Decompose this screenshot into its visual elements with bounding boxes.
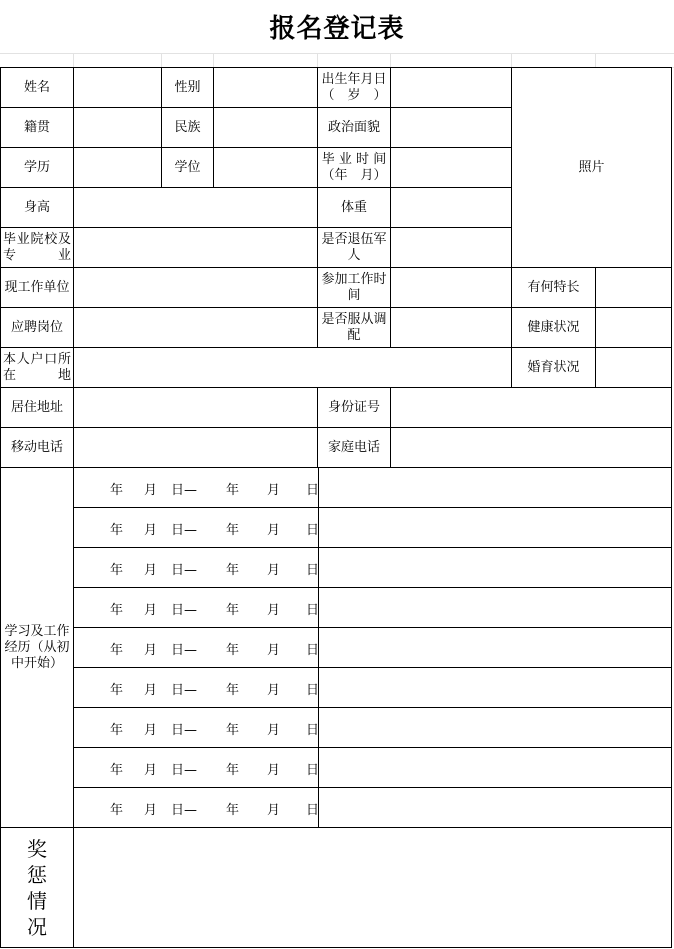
label-history: 学习及工作经历（从初中开始） [1, 468, 74, 828]
specialty-field[interactable] [596, 268, 672, 308]
date-label-m2: 月 [267, 562, 281, 578]
date-label-d2: 日 [306, 802, 320, 818]
id-no-field[interactable] [391, 388, 672, 428]
registration-form [0, 67, 672, 948]
label-birth: 出生年月日（ 岁 ） [318, 68, 391, 108]
home-phone-field[interactable] [391, 428, 672, 468]
date-label-d1: 日— [171, 802, 198, 818]
label-ethnicity: 民族 [162, 108, 214, 148]
ethnicity-field[interactable] [214, 108, 318, 148]
date-label-m2: 月 [267, 642, 281, 658]
date-label-y2: 年 [226, 482, 240, 498]
date-label-m1: 月 [144, 682, 158, 698]
political-field[interactable] [391, 108, 512, 148]
date-label-y1: 年 [110, 482, 124, 498]
label-work-unit: 现工作单位 [1, 268, 74, 308]
label-veteran: 是否退伍军人 [318, 228, 391, 268]
history-detail-cell[interactable] [319, 748, 672, 788]
birth-field[interactable] [391, 68, 512, 108]
date-label-d2: 日 [306, 482, 320, 498]
work-unit-field[interactable] [74, 268, 318, 308]
grad-time-field[interactable] [391, 148, 512, 188]
date-label-y1: 年 [110, 802, 124, 818]
date-label-d2: 日 [306, 722, 320, 738]
history-detail-cell[interactable] [319, 468, 672, 508]
date-label-m2: 月 [267, 482, 281, 498]
date-label-y2: 年 [226, 642, 240, 658]
date-label-d1: 日— [171, 762, 198, 778]
date-label-m1: 月 [144, 762, 158, 778]
veteran-field[interactable] [391, 228, 512, 268]
date-label-d2: 日 [306, 642, 320, 658]
history-detail-cell[interactable] [319, 708, 672, 748]
date-label-m1: 月 [144, 602, 158, 618]
date-label-d1: 日— [171, 602, 198, 618]
label-obey: 是否服从调配 [318, 308, 391, 348]
date-label-m1: 月 [144, 562, 158, 578]
date-label-d2: 日 [306, 762, 320, 778]
date-label-m1: 月 [144, 802, 158, 818]
label-marital: 婚育状况 [512, 348, 596, 388]
mobile-field[interactable] [74, 428, 318, 468]
label-mobile: 移动电话 [1, 428, 74, 468]
label-specialty: 有何特长 [512, 268, 596, 308]
date-label-m2: 月 [267, 722, 281, 738]
education-field[interactable] [74, 148, 162, 188]
degree-field[interactable] [214, 148, 318, 188]
label-grad-time: 毕 业 时 间（年 月） [318, 148, 391, 188]
join-work-field[interactable] [391, 268, 512, 308]
date-label-y1: 年 [110, 722, 124, 738]
date-label-d1: 日— [171, 642, 198, 658]
date-label-d1: 日— [171, 722, 198, 738]
marital-field[interactable] [596, 348, 672, 388]
label-rewards: 奖惩情况 [1, 828, 74, 948]
height-field[interactable] [74, 188, 318, 228]
label-address: 居住地址 [1, 388, 74, 428]
page-title: 报名登记表 [0, 0, 674, 54]
label-home-phone: 家庭电话 [318, 428, 391, 468]
label-height: 身高 [1, 188, 74, 228]
label-native: 籍贯 [1, 108, 74, 148]
gender-field[interactable] [214, 68, 318, 108]
native-field[interactable] [74, 108, 162, 148]
label-political: 政治面貌 [318, 108, 391, 148]
date-label-y1: 年 [110, 762, 124, 778]
hukou-field[interactable] [74, 348, 512, 388]
date-label-m1: 月 [144, 642, 158, 658]
label-school-major: 毕业院校及专 业 [1, 228, 74, 268]
history-detail-cell[interactable] [319, 628, 672, 668]
school-major-field[interactable] [74, 228, 318, 268]
history-detail-cell[interactable] [319, 508, 672, 548]
date-label-y2: 年 [226, 802, 240, 818]
address-field[interactable] [74, 388, 318, 428]
date-label-m1: 月 [144, 482, 158, 498]
date-label-d2: 日 [306, 562, 320, 578]
date-label-m2: 月 [267, 602, 281, 618]
health-field[interactable] [596, 308, 672, 348]
date-label-y1: 年 [110, 642, 124, 658]
date-label-y2: 年 [226, 562, 240, 578]
photo-box[interactable]: 照片 [512, 68, 672, 268]
history-detail-cell[interactable] [319, 788, 672, 828]
date-label-d2: 日 [306, 522, 320, 538]
date-label-d1: 日— [171, 482, 198, 498]
name-field[interactable] [74, 68, 162, 108]
history-detail-cell[interactable] [319, 548, 672, 588]
label-degree: 学位 [162, 148, 214, 188]
history-detail-cell[interactable] [319, 588, 672, 628]
weight-field[interactable] [391, 188, 512, 228]
date-label-y1: 年 [110, 522, 124, 538]
label-weight: 体重 [318, 188, 391, 228]
label-gender: 性别 [162, 68, 214, 108]
date-label-d1: 日— [171, 562, 198, 578]
date-label-m2: 月 [267, 682, 281, 698]
date-label-y2: 年 [226, 762, 240, 778]
date-label-y1: 年 [110, 602, 124, 618]
label-position: 应聘岗位 [1, 308, 74, 348]
label-education: 学历 [1, 148, 74, 188]
rewards-field[interactable] [74, 828, 672, 948]
date-label-d2: 日 [306, 602, 320, 618]
label-health: 健康状况 [512, 308, 596, 348]
date-label-y2: 年 [226, 682, 240, 698]
date-label-m2: 月 [267, 522, 281, 538]
position-field[interactable] [74, 308, 318, 348]
date-label-d1: 日— [171, 682, 198, 698]
label-hukou: 本人户口所在 地 [1, 348, 74, 388]
label-id-no: 身份证号 [318, 388, 391, 428]
date-label-y2: 年 [226, 602, 240, 618]
spacer-row [0, 53, 674, 68]
date-label-y2: 年 [226, 722, 240, 738]
date-label-m1: 月 [144, 722, 158, 738]
date-label-d1: 日— [171, 522, 198, 538]
date-label-m2: 月 [267, 802, 281, 818]
label-name: 姓名 [1, 68, 74, 108]
date-label-y1: 年 [110, 562, 124, 578]
label-join-work: 参加工作时间 [318, 268, 391, 308]
date-label-y2: 年 [226, 522, 240, 538]
date-label-m2: 月 [267, 762, 281, 778]
date-label-d2: 日 [306, 682, 320, 698]
date-label-y1: 年 [110, 682, 124, 698]
obey-field[interactable] [391, 308, 512, 348]
date-label-m1: 月 [144, 522, 158, 538]
history-detail-cell[interactable] [319, 668, 672, 708]
